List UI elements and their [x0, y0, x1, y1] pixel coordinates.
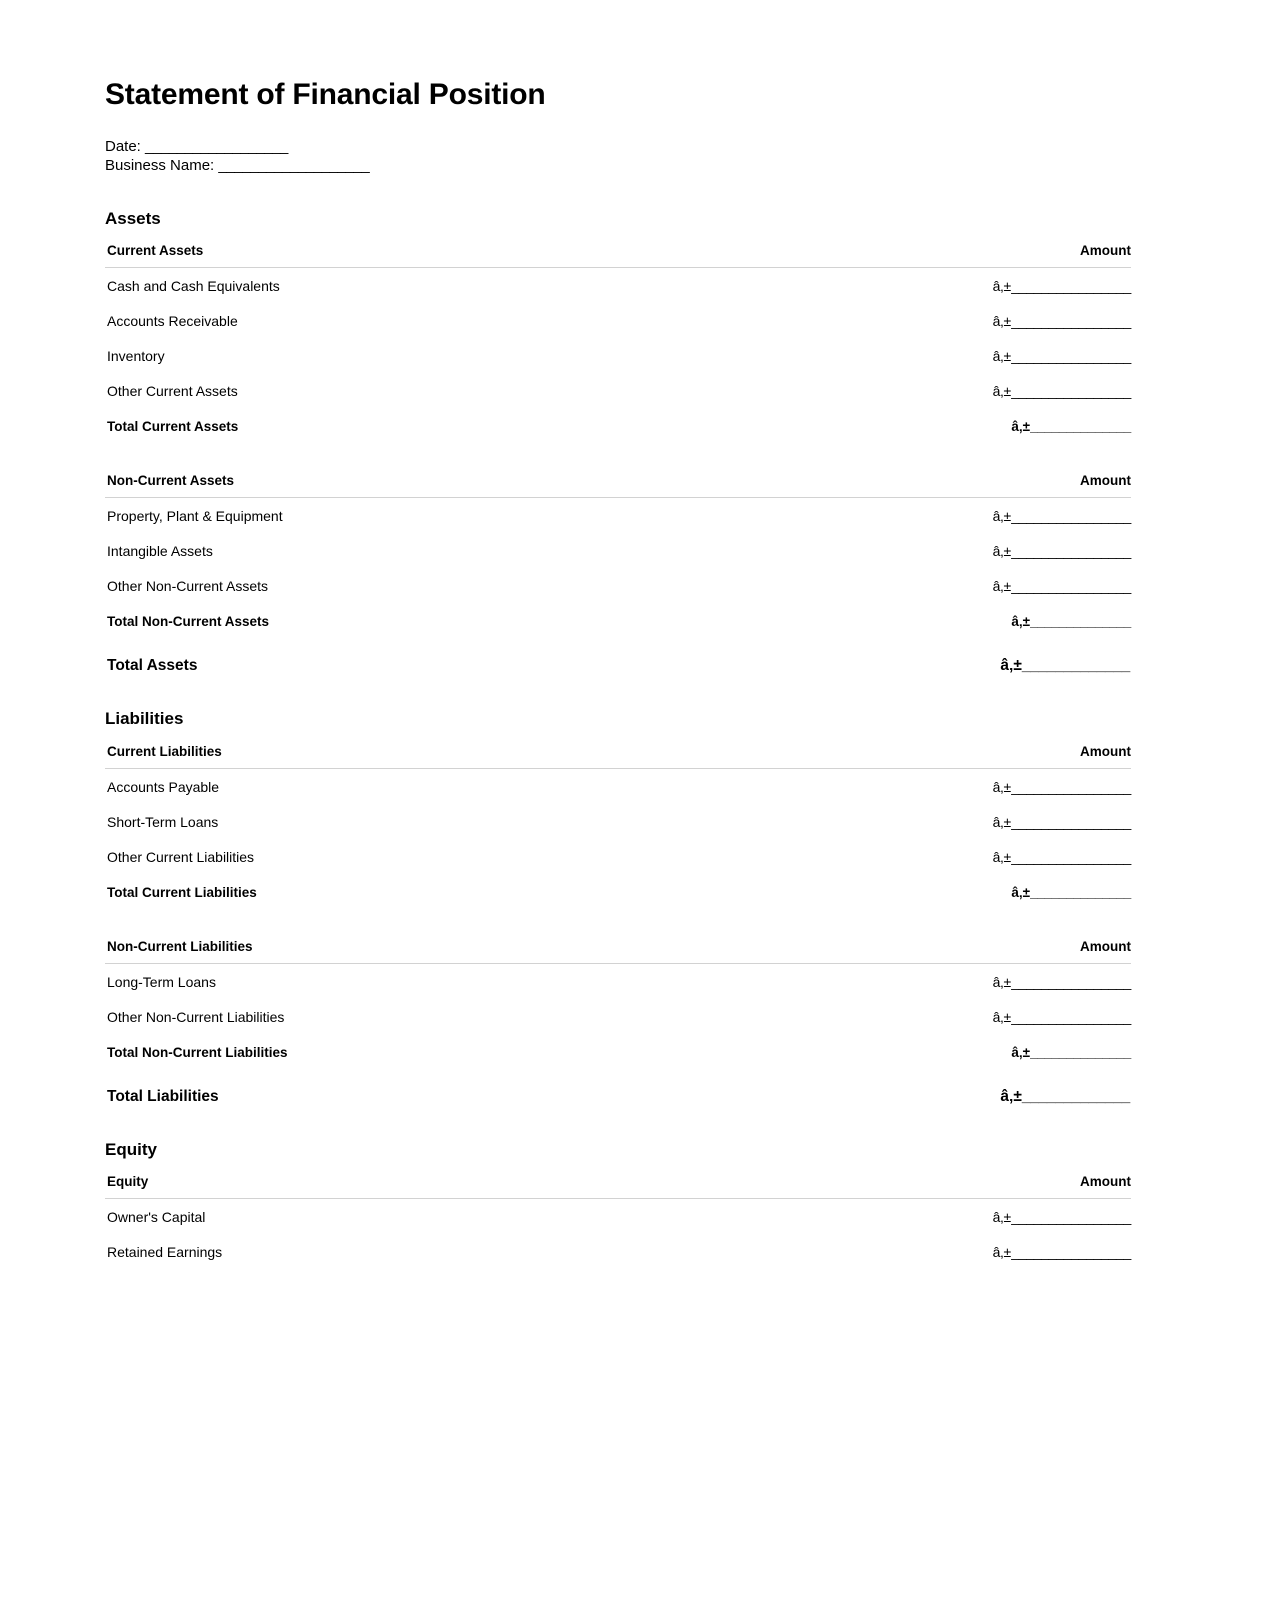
table-row [105, 839, 1131, 874]
currency-symbol: â‚± [1011, 614, 1031, 630]
column-header-category: Non-Current Liabilities [105, 939, 865, 964]
statement-sections [105, 209, 1131, 1269]
currency-symbol: â‚± [992, 848, 1012, 865]
date-input-rule[interactable]: __________________ [145, 138, 288, 155]
table-row [105, 1199, 1131, 1235]
column-header-amount: Amount [865, 939, 1131, 964]
amount-blank-field[interactable] [1011, 1045, 1131, 1060]
table-row [105, 268, 1131, 304]
amount-blank-field[interactable] [1000, 1088, 1130, 1106]
amount-input-rule[interactable]: ______________ [1030, 614, 1131, 630]
currency-symbol: â‚± [1011, 1044, 1031, 1060]
table-non-current-assets [105, 473, 1131, 681]
business-name-input-rule[interactable]: ___________________ [218, 157, 370, 174]
line-item-label: Total Current Assets [107, 419, 239, 435]
table-row-subtotal [105, 874, 1131, 909]
line-item-label: Other Current Liabilities [107, 848, 255, 865]
currency-symbol: â‚± [992, 778, 1012, 795]
line-item-label: Other Current Assets [107, 383, 238, 400]
column-header-amount: Amount [865, 473, 1131, 498]
amount-input-rule[interactable]: ________________ [1011, 848, 1131, 865]
amount-blank-field[interactable] [993, 578, 1131, 594]
amount-input-rule[interactable]: ________________ [1011, 1244, 1131, 1261]
column-header-amount: Amount [865, 1174, 1131, 1199]
amount-blank-field[interactable] [993, 543, 1131, 559]
amount-input-rule[interactable]: ________________ [1011, 1209, 1131, 1226]
table-row [105, 373, 1131, 408]
amount-blank-field[interactable] [993, 278, 1131, 294]
amount-blank-field[interactable] [993, 1009, 1131, 1025]
table-row [105, 1234, 1131, 1269]
amount-input-rule[interactable]: ________________ [1011, 348, 1131, 365]
table-row [105, 768, 1131, 804]
table-row-grand [105, 638, 1131, 681]
amount-blank-field[interactable] [993, 814, 1131, 830]
currency-symbol: â‚± [992, 313, 1012, 330]
line-item-label: Total Liabilities [107, 1087, 219, 1105]
amount-input-rule[interactable]: ______________ [1030, 1044, 1131, 1060]
currency-symbol: â‚± [1000, 1087, 1022, 1105]
document-meta-fields [105, 137, 1131, 175]
date-field-row [105, 137, 1131, 156]
currency-symbol: â‚± [1000, 657, 1022, 675]
line-item-label: Total Assets [107, 657, 198, 675]
column-header-category: Current Liabilities [105, 744, 865, 769]
section-spacer [105, 681, 1131, 709]
table-header-row [105, 744, 1131, 769]
amount-blank-field[interactable] [1011, 885, 1131, 900]
line-item-label: Accounts Receivable [107, 313, 238, 330]
line-item-label: Retained Earnings [107, 1244, 223, 1261]
currency-symbol: â‚± [992, 1008, 1012, 1025]
line-item-amount-cell [865, 268, 1131, 304]
line-item-label: Short-Term Loans [107, 813, 219, 830]
line-item-label: Inventory [107, 348, 165, 365]
table-row [105, 533, 1131, 568]
section-spacer [105, 1112, 1131, 1140]
table-row [105, 804, 1131, 839]
group-spacer [105, 909, 1131, 939]
column-header-category: Current Assets [105, 243, 865, 268]
amount-blank-field[interactable] [993, 849, 1131, 865]
line-item-amount-cell [865, 338, 1131, 373]
section-heading-liabilities: Liabilities [105, 709, 184, 729]
currency-symbol: â‚± [992, 813, 1012, 830]
amount-blank-field[interactable] [993, 1209, 1131, 1225]
amount-input-rule[interactable]: ________________ [1011, 508, 1131, 525]
column-header-amount: Amount [865, 243, 1131, 268]
currency-symbol: â‚± [992, 1244, 1012, 1261]
amount-input-rule[interactable]: ________________ [1011, 383, 1131, 400]
line-item-amount-cell [865, 603, 1131, 638]
line-item-label: Intangible Assets [107, 543, 213, 560]
line-item-amount-cell [865, 963, 1131, 999]
table-current-liabilities [105, 744, 1131, 909]
currency-symbol: â‚± [992, 543, 1012, 560]
line-item-amount-cell [865, 1199, 1131, 1235]
table-header-row [105, 473, 1131, 498]
table-header-row [105, 1174, 1131, 1199]
line-item-amount-cell [865, 1234, 1131, 1269]
amount-blank-field[interactable] [1011, 614, 1131, 629]
amount-input-rule[interactable]: ________________ [1011, 813, 1131, 830]
table-non-current-liabilities [105, 939, 1131, 1112]
table-row [105, 303, 1131, 338]
amount-input-rule[interactable]: _____________ [1021, 1087, 1130, 1105]
table-equity [105, 1174, 1131, 1269]
business-name-label: Business Name: [105, 157, 219, 174]
table-row [105, 498, 1131, 534]
line-item-amount-cell [865, 1069, 1131, 1112]
line-item-label: Total Non-Current Assets [107, 614, 270, 630]
table-row [105, 338, 1131, 373]
section-heading-equity: Equity [105, 1139, 157, 1159]
amount-blank-field[interactable] [1011, 419, 1131, 434]
line-item-label: Property, Plant & Equipment [107, 508, 283, 525]
column-header-amount: Amount [865, 744, 1131, 769]
line-item-label: Other Non-Current Assets [107, 578, 269, 595]
line-item-label: Total Current Liabilities [107, 884, 257, 900]
line-item-label: Other Non-Current Liabilities [107, 1008, 285, 1025]
line-item-amount-cell [865, 804, 1131, 839]
table-row-subtotal [105, 603, 1131, 638]
amount-blank-field[interactable] [993, 313, 1131, 329]
line-item-amount-cell [865, 999, 1131, 1034]
table-row [105, 568, 1131, 603]
currency-symbol: â‚± [992, 1209, 1012, 1226]
line-item-label: Owner's Capital [107, 1209, 206, 1226]
currency-symbol: â‚± [1011, 884, 1031, 900]
business-name-field-row [105, 156, 1131, 175]
amount-input-rule[interactable]: ________________ [1011, 578, 1131, 595]
amount-blank-field[interactable] [993, 1244, 1131, 1260]
line-item-label: Accounts Payable [107, 778, 220, 795]
currency-symbol: â‚± [992, 383, 1012, 400]
line-item-amount-cell [865, 408, 1131, 443]
line-item-amount-cell [865, 498, 1131, 534]
amount-input-rule[interactable]: ________________ [1011, 973, 1131, 990]
line-item-amount-cell [865, 533, 1131, 568]
amount-input-rule[interactable]: ______________ [1030, 419, 1131, 435]
table-row [105, 999, 1131, 1034]
table-row-subtotal [105, 1034, 1131, 1069]
currency-symbol: â‚± [992, 973, 1012, 990]
amount-blank-field[interactable] [993, 508, 1131, 524]
amount-input-rule[interactable]: ________________ [1011, 313, 1131, 330]
amount-input-rule[interactable]: ________________ [1011, 543, 1131, 560]
amount-blank-field[interactable] [993, 348, 1131, 364]
currency-symbol: â‚± [992, 508, 1012, 525]
date-label: Date: [105, 138, 146, 155]
line-item-amount-cell [865, 568, 1131, 603]
line-item-amount-cell [865, 839, 1131, 874]
line-item-label: Total Non-Current Liabilities [107, 1044, 288, 1060]
amount-blank-field[interactable] [993, 974, 1131, 990]
amount-input-rule[interactable]: ________________ [1011, 1008, 1131, 1025]
line-item-amount-cell [865, 1034, 1131, 1069]
table-current-assets [105, 243, 1131, 443]
amount-input-rule[interactable]: ________________ [1011, 278, 1131, 295]
amount-blank-field[interactable] [993, 383, 1131, 399]
currency-symbol: â‚± [992, 348, 1012, 365]
amount-input-rule[interactable]: _____________ [1021, 657, 1130, 675]
line-item-amount-cell [865, 874, 1131, 909]
line-item-amount-cell [865, 768, 1131, 804]
table-row-grand [105, 1069, 1131, 1112]
group-spacer [105, 443, 1131, 473]
currency-symbol: â‚± [992, 578, 1012, 595]
table-header-row [105, 939, 1131, 964]
amount-input-rule[interactable]: ______________ [1030, 884, 1131, 900]
amount-blank-field[interactable] [1000, 657, 1130, 675]
section-heading-assets: Assets [105, 209, 161, 228]
column-header-category: Equity [105, 1174, 865, 1199]
table-row [105, 963, 1131, 999]
line-item-label: Long-Term Loans [107, 973, 216, 990]
page-title: Statement of Financial Position [105, 78, 546, 111]
column-header-category: Non-Current Assets [105, 473, 865, 498]
line-item-amount-cell [865, 303, 1131, 338]
amount-blank-field[interactable] [993, 779, 1131, 795]
table-header-row [105, 243, 1131, 268]
amount-input-rule[interactable]: ________________ [1011, 778, 1131, 795]
currency-symbol: â‚± [992, 278, 1012, 295]
line-item-label: Cash and Cash Equivalents [107, 278, 280, 295]
line-item-amount-cell [865, 373, 1131, 408]
currency-symbol: â‚± [1011, 419, 1031, 435]
table-row-subtotal [105, 408, 1131, 443]
line-item-amount-cell [865, 638, 1131, 681]
